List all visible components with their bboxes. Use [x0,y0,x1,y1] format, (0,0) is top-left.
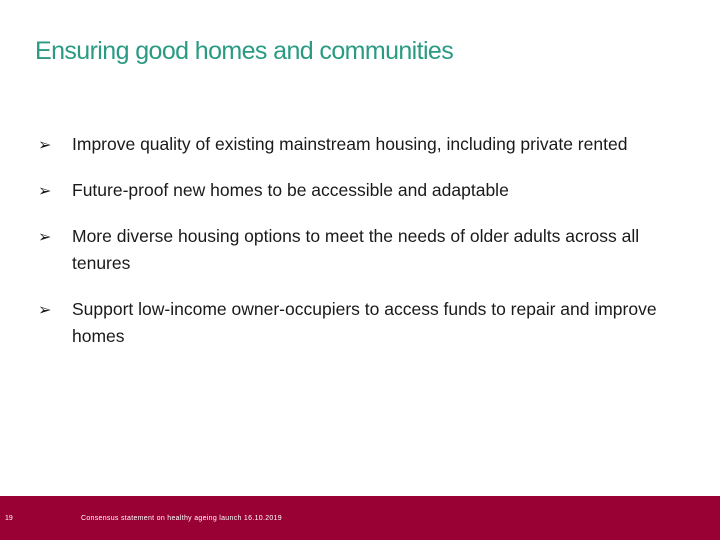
footer-text: Consensus statement on healthy ageing launch 16.10.2019 [81,515,282,522]
bullet-text: More diverse housing options to meet the needs of older adults across all tenures [72,226,640,273]
bullet-text: Future-proof new homes to be accessible and adaptable [72,180,509,200]
bullet-item [38,131,698,158]
page-number: 19 [5,515,13,522]
slide-title: Ensuring good homes and communities [35,37,454,65]
bullet-text: Improve quality of existing mainstream housing, including private rented [72,134,628,154]
arrow-bullet-icon: ➢ [38,181,52,200]
bullet-item [38,223,698,277]
bullet-item [38,296,698,350]
arrow-bullet-icon: ➢ [38,300,52,319]
footer-bar [0,496,720,540]
arrow-bullet-icon: ➢ [38,227,52,246]
arrow-bullet-icon: ➢ [38,135,52,154]
bullet-list [38,131,698,350]
bullet-item [38,177,698,204]
bullet-text: Support low-income owner-occupiers to access funds to repair and improve homes [72,299,657,346]
